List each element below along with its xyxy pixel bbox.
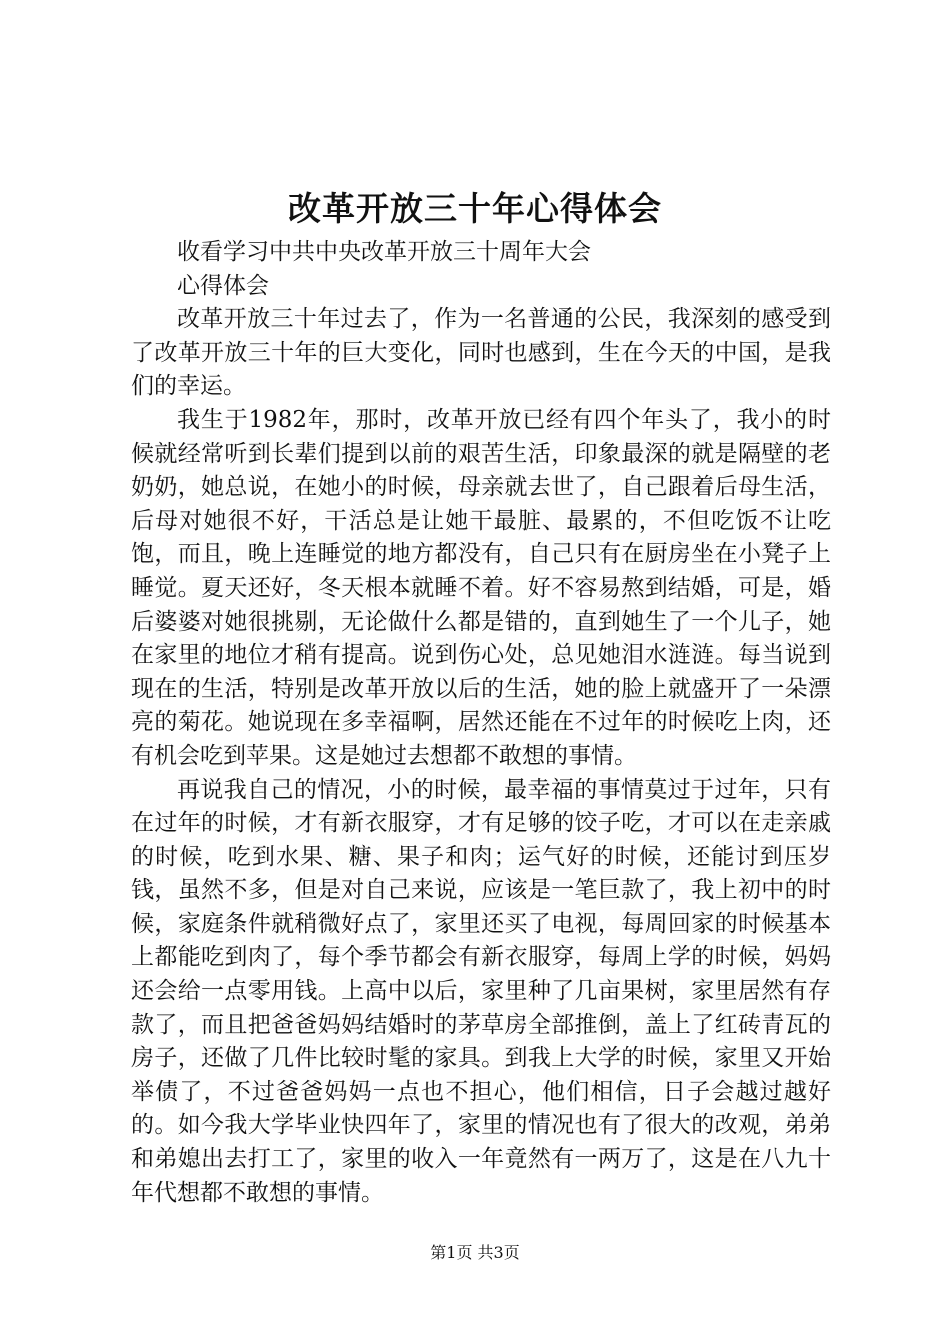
subtitle-line-2: 心得体会: [177, 272, 269, 299]
document-body: [131, 236, 831, 1210]
body-paragraph-1: 改革开放三十年过去了，作为一名普通的公民，我深刻的感受到了改革开放三十年的巨大变化，同时也感到，生在今天的中国，是我们的幸运。: [131, 306, 831, 400]
page-number-footer: 第1页 共3页: [430, 1243, 520, 1262]
body-paragraph-3: 再说我自己的情况，小的时候，最幸福的事情莫过于过年，只有在过年的时候，才有新衣服穿，才有足够的饺子吃，才可以在走亲戚的时候，吃到水果、糖、果子和肉；运气好的时候，还能讨到压岁钱，虽然不多，但是对自己来说，应该是一笔巨款了，我上初中的时候，家庭条件就稍微好点了，家里还买了电视，每周回家的时候基本上都能吃到肉了，每个季节都会有新衣服穿，每周上学的时候，妈妈还会给一点零用钱。上高中以后，家里种了几亩果树，家里居然有存款了，而且把爸爸妈妈结婚时的茅草房全部推倒，盖上了红砖青瓦的房子，还做了几件比较时髦的家具。到我上大学的时候，家里又开始举债了，不过爸爸妈妈一点也不担心，他们相信，日子会越过越好的。如今我大学毕业快四年了，家里的情况也有了很大的改观，弟弟和弟媳出去打工了，家里的收入一年竟然有一两万了，这是在八九十年代想都不敢想的事情。: [131, 776, 831, 1206]
body-paragraph-2: 我生于1982年，那时，改革开放已经有四个年头了，我小的时候就经常听到长辈们提到以前的艰苦生活，印象最深的就是隔壁的老奶奶，她总说，在她小的时候，母亲就去世了，自己跟着后母生活，后母对她很不好，干活总是让她干最脏、最累的，不但吃饭不让吃饱，而且，晚上连睡觉的地方都没有，自己只有在厨房坐在小凳子上睡觉。夏天还好，冬天根本就睡不着。好不容易熬到结婚，可是，婚后婆婆对她很挑剔，无论做什么都是错的，直到她生了一个儿子，她在家里的地位才稍有提高。说到伤心处，总见她泪水涟涟。每当说到现在的生活，特别是改革开放以后的生活，她的脸上就盛开了一朵漂亮的菊花。她说现在多幸福啊，居然还能在不过年的时候吃上肉，还有机会吃到苹果。这是她过去想都不敢想的事情。: [131, 406, 831, 769]
subtitle-line-1: 收看学习中共中央改革开放三十周年大会: [177, 239, 591, 265]
page-title: 改革开放三十年心得体会: [288, 189, 662, 228]
